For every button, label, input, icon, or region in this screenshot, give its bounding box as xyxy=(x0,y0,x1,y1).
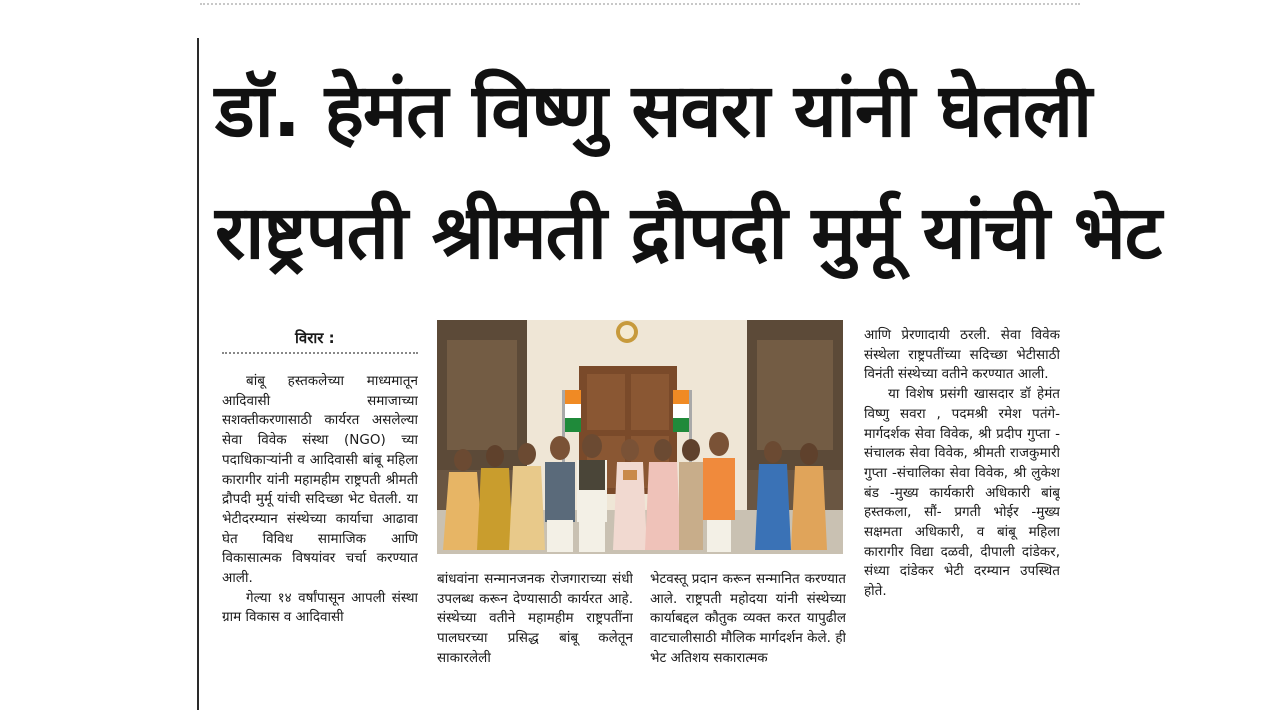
top-dotted-rule xyxy=(200,3,1080,5)
group-photo xyxy=(437,320,843,554)
article-column-4 xyxy=(864,326,1060,698)
article-column-2 xyxy=(437,570,633,700)
paragraph: भेटवस्तू प्रदान करून सन्मानित करण्यात आले. राष्ट्रपती महोदया यांनी संस्थेच्या कार्याबद्दल कौतुक व्यक्त करत यापुढील वाटचालीसाठी मौलिक मार्गदर्शन केले. ही भेट अतिशय सकारात्मक xyxy=(650,571,846,666)
paragraph: आणि प्रेरणादायी ठरली. सेवा विवेक संस्थेला राष्ट्रपतींच्या सदिच्छा भेटीसाठी विनंती संस्थेच्या वतीने करण्यात आली. xyxy=(864,327,1060,383)
left-column-rule xyxy=(197,38,199,710)
paragraph: बांधवांना सन्मानजनक रोजगाराच्या संधी उपलब्ध करून देण्यासाठी कार्यरत आहे. संस्थेच्या वतीने महामहीम राष्ट्रपतींना पालघरच्या प्रसिद्ध बांबू कलेतून साकारलेली xyxy=(437,571,633,666)
paragraph: गेल्या १४ वर्षांपासून आपली संस्था ग्राम विकास व आदिवासी xyxy=(222,589,418,626)
paragraph: बांबू हस्तकलेच्या माध्यमातून आदिवासी समाजाच्या सशक्तीकरणासाठी कार्यरत असलेल्या सेवा विवेक संस्था (NGO) च्या पदाधिकाऱ्यांनी व आदिवासी बांबू महिला कारागीर यांनी महामहीम राष्ट्रपती श्रीमती द्रौपदी मुर्मू यांची सदिच्छा भेट घेतली. या भेटीदरम्यान संस्थेच्या कार्याचा आढावा घेत विविध सामाजिक आणि विकासात्मक विषयांवर चर्चा करण्यात आली. xyxy=(222,373,418,587)
paragraph: या विशेष प्रसंगी खासदार डॉ हेमंत विष्णु सवरा , पदमश्री रमेश पतंगे- मार्गदर्शक सेवा विवेक, श्री प्रदीप गुप्ता - संचालक सेवा विवेक, श्रीमती राजकुमारी गुप्ता -संचालिका सेवा विवेक, श्री लुकेश बंड -मुख्य कार्यकारी अधिकारी बांबू हस्तकला, सौं- प्रगती भोईर -मुख्य सक्षमता अधिकारी, व बांबू महिला कारागीर विद्या दळवी, दीपाली दांडेकर, संध्या दांडेकर भेटी दरम्यान उपस्थित होते. xyxy=(864,386,1060,600)
dateline-dotted-rule xyxy=(222,352,418,354)
photo-illustration xyxy=(437,320,843,554)
article-column-1 xyxy=(222,372,418,702)
headline-line-1: डॉ. हेमंत विष्णु सवरा यांनी घेतली xyxy=(215,68,1092,154)
headline-line-2: राष्ट्रपती श्रीमती द्रौपदी मुर्मू यांची भेट xyxy=(215,190,1162,276)
article-column-3 xyxy=(650,570,846,700)
dateline: विरार : xyxy=(295,329,335,347)
article-headline xyxy=(215,50,1162,294)
